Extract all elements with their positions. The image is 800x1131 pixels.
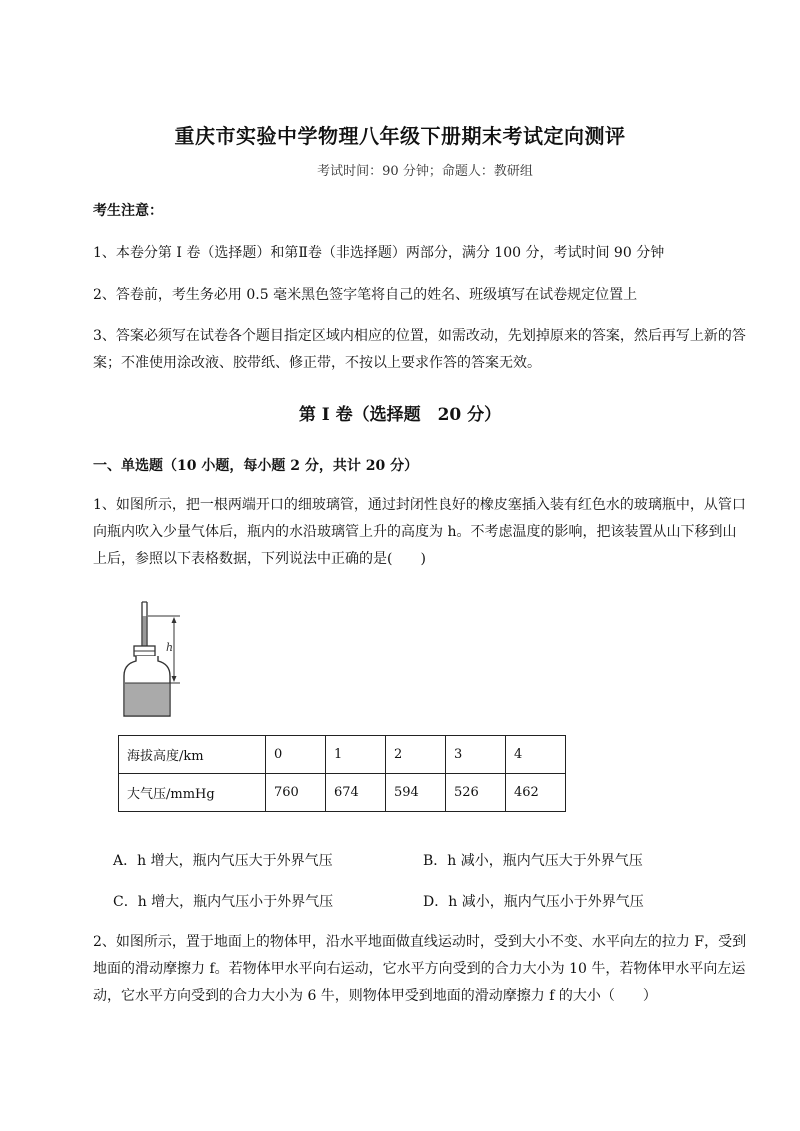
table-cell: 0 (266, 736, 326, 774)
bottle-figure (110, 598, 190, 723)
question-1-stem: 1、如图所示，把一根两端开口的细玻璃管，通过封闭性良好的橡皮塞插入装有红色水的玻璃瓶中，从管口向瓶内吹入少量气体后，瓶内的水沿玻璃管上升的高度为 h。不考虑温度的影响，把该装置从山下移到山上后，参照以下表格数据，下列说法中正确的是( ) (93, 497, 746, 567)
notice-item-1: 1、本卷分第 I 卷（选择题）和第Ⅱ卷（非选择题）两部分，满分 100 分，考试时间 90 分钟 (93, 245, 665, 261)
table-cell: 海拔高度/km (119, 736, 266, 774)
table-cell: 4 (506, 736, 566, 774)
page-title: 重庆市实验中学物理八年级下册期末考试定向测评 (174, 124, 626, 148)
table-cell: 2 (386, 736, 446, 774)
h-label: h (166, 641, 174, 654)
question-2-stem: 2、如图所示，置于地面上的物体甲，沿水平地面做直线运动时，受到大小不变、水平向左的拉力 F，受到地面的滑动摩擦力 f。若物体甲水平向右运动，它水平方向受到的合力大小为 10 牛，若物体甲水平向左运动，它水平方向受到的合力大小为 6 牛，则物体甲受到地面的滑动摩擦力 f 的大小（ ） (93, 934, 747, 1004)
option-b[interactable]: B．h 减小，瓶内气压大于外界气压 (423, 853, 643, 869)
table-cell: 1 (326, 736, 386, 774)
altitude-pressure-table (118, 735, 566, 812)
table-row (119, 736, 566, 774)
bottle-water (125, 683, 169, 715)
table-row (119, 774, 566, 812)
section-title: 第 I 卷（选择题 20 分） (298, 405, 502, 425)
option-a[interactable]: A．h 增大，瓶内气压大于外界气压 (113, 853, 333, 869)
notice-item-2: 2、答卷前，考生务必用 0.5 毫米黑色签字笔将自己的姓名、班级填写在试卷规定位置上 (93, 287, 638, 303)
table-cell: 760 (266, 774, 326, 812)
table-cell: 3 (446, 736, 506, 774)
option-c[interactable]: C．h 增大，瓶内气压小于外界气压 (113, 894, 334, 910)
table-cell: 674 (326, 774, 386, 812)
notice-item-3: 3、答案必须写在试卷各个题目指定区域内相应的位置，如需改动，先划掉原来的答案，然后再写上新的答案；不准使用涂改液、胶带纸、修正带，不按以上要求作答的答案无效。 (93, 328, 746, 371)
part-heading: 一、单选题（10 小题，每小题 2 分，共计 20 分） (93, 458, 419, 474)
exam-info: 考试时间：90 分钟；命题人：教研组 (317, 164, 533, 179)
table-cell: 594 (386, 774, 446, 812)
table-cell: 526 (446, 774, 506, 812)
table-cell: 462 (506, 774, 566, 812)
table-cell: 大气压/mmHg (119, 774, 266, 812)
notice-heading: 考生注意： (93, 203, 163, 219)
option-d[interactable]: D．h 减小，瓶内气压小于外界气压 (423, 894, 644, 910)
